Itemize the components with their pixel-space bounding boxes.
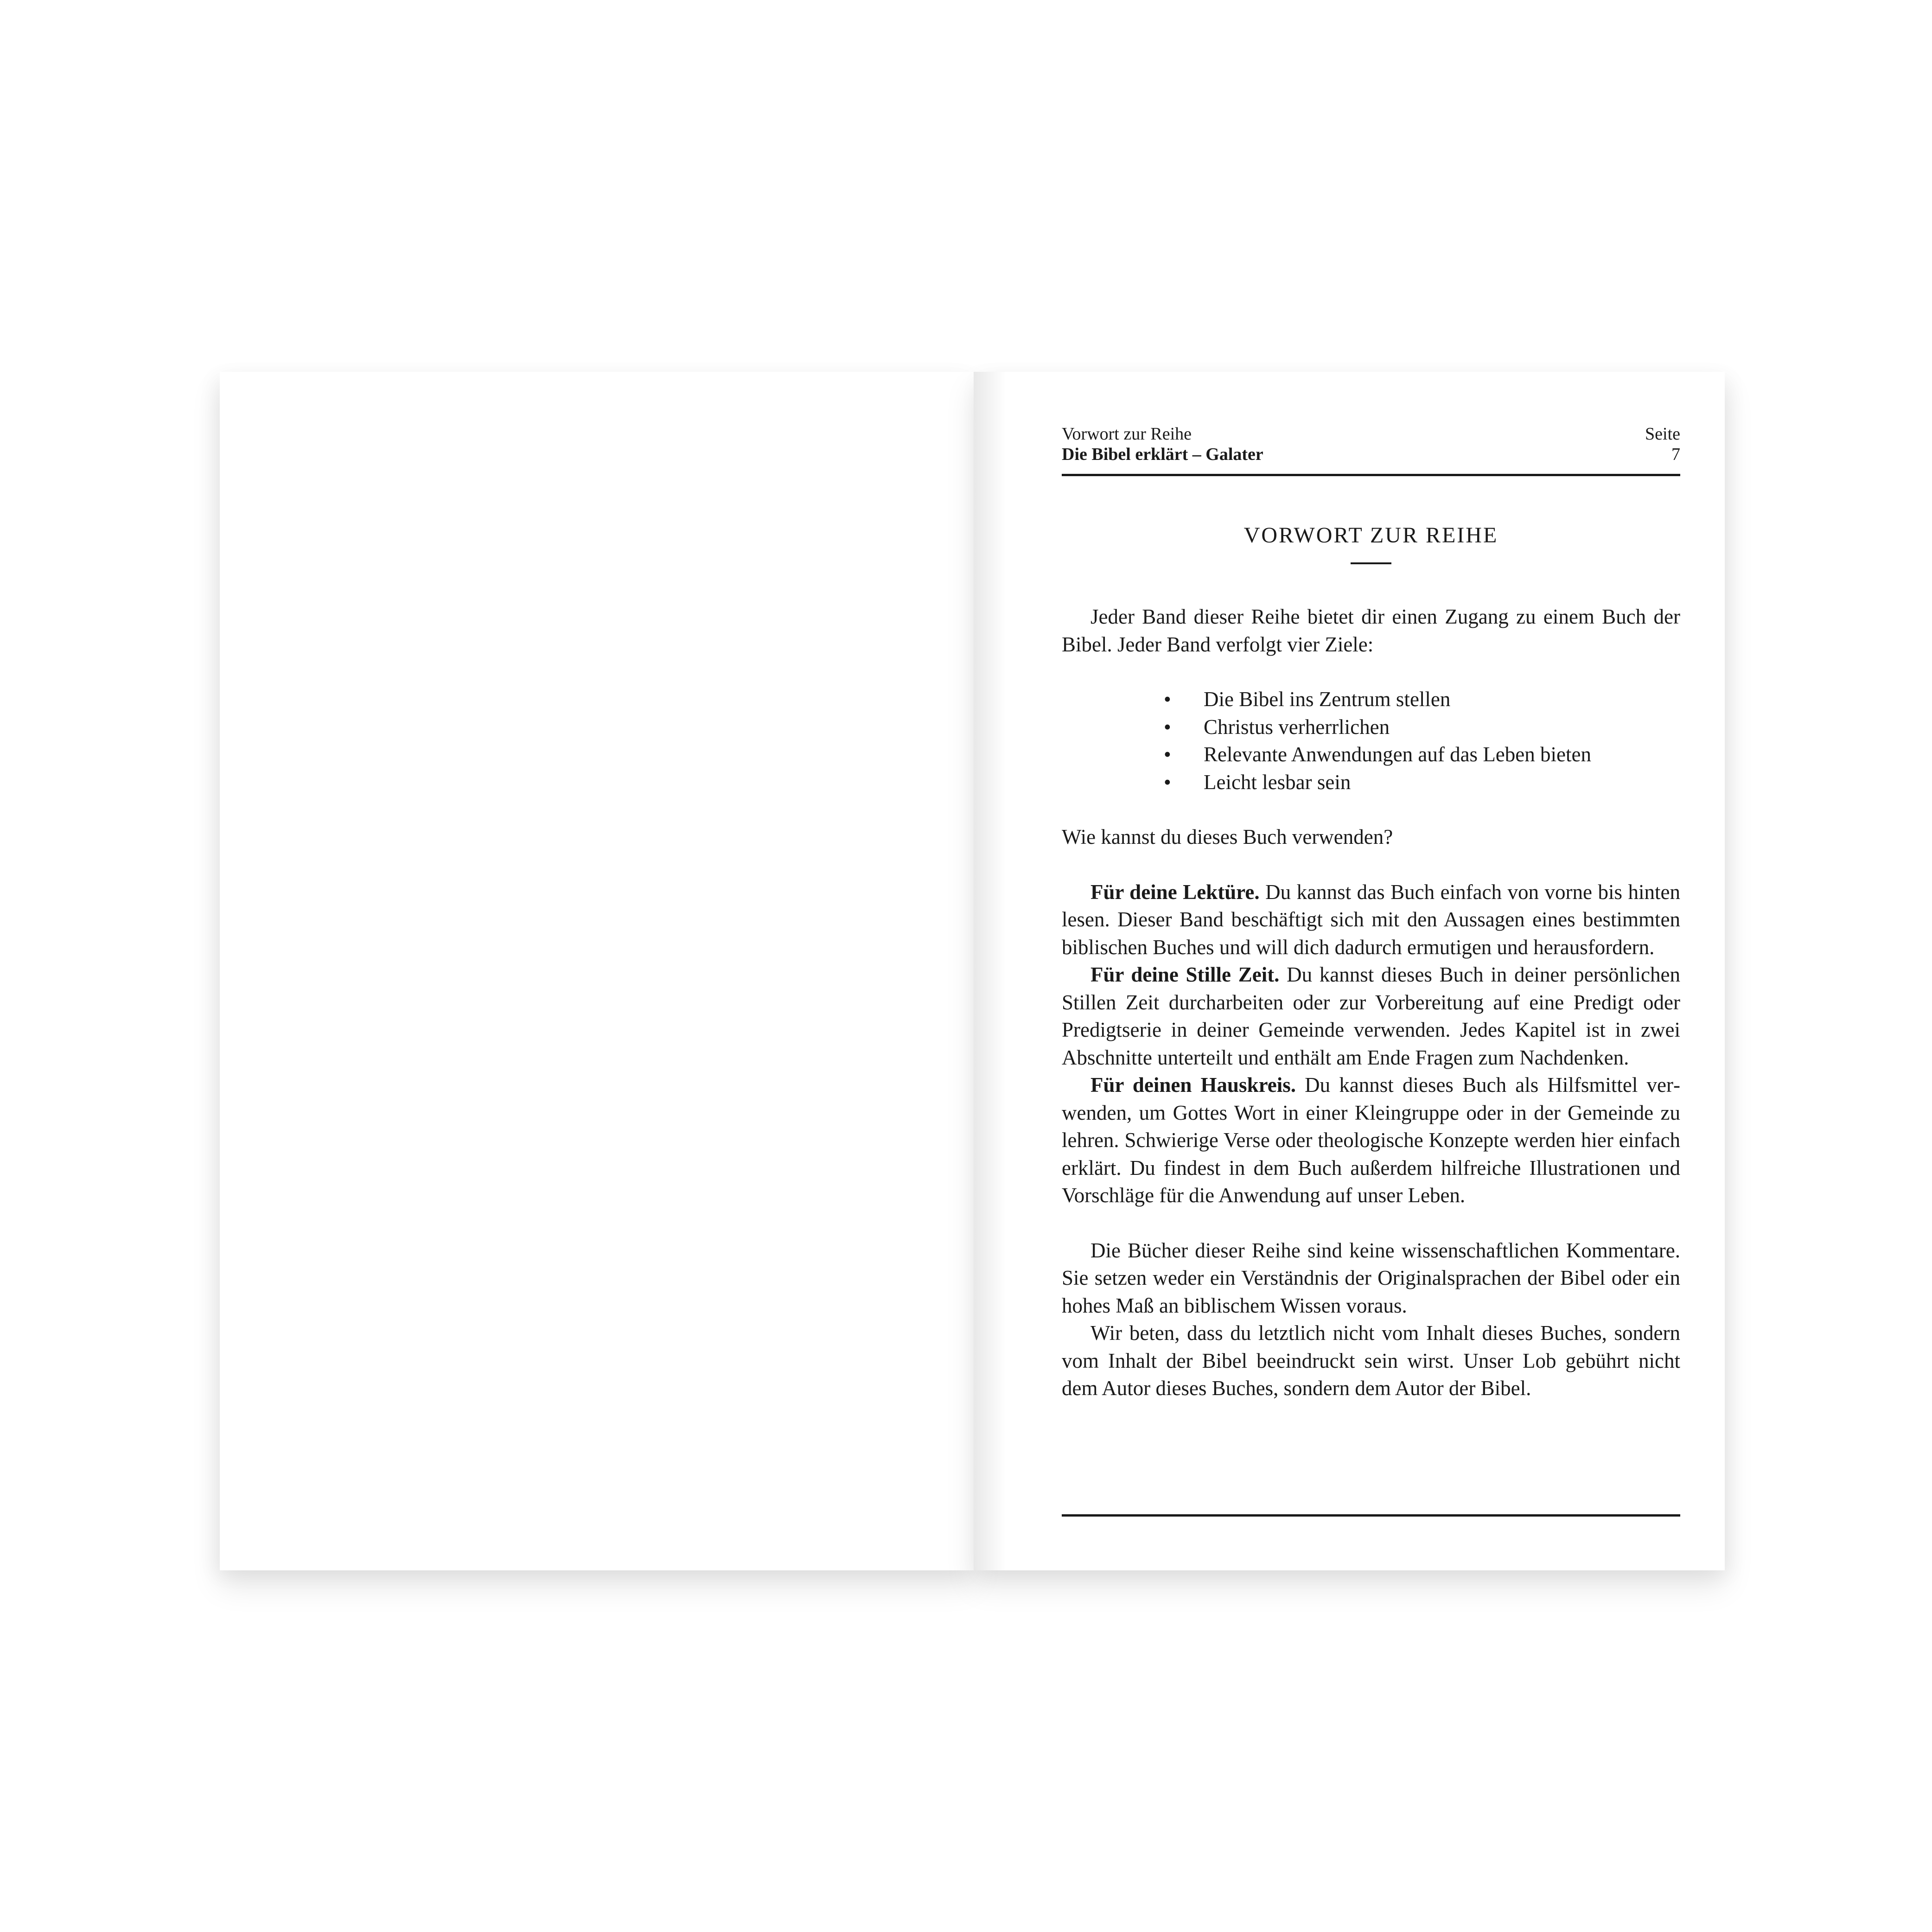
goals-list (1062, 686, 1680, 796)
list-item (1164, 741, 1680, 769)
use-paragraph-quiet-time (1062, 961, 1680, 1071)
use-paragraph-house-group (1062, 1071, 1680, 1210)
page-content (1062, 424, 1680, 1403)
gutter-shadow (974, 372, 1006, 1570)
use-lead: Für deinen Hauskreis. (1090, 1073, 1296, 1097)
closing-paragraph: Die Bücher dieser Reihe sind keine wissenschaftlichen Kommentare. Sie setzen weder ein Verständnis der Originalsprachen der Bibel oder ein hohes Maß an biblischem Wissen voraus. (1062, 1238, 1680, 1317)
bullet-icon: • (1164, 715, 1171, 739)
bullet-icon: • (1164, 688, 1171, 711)
list-item (1164, 769, 1680, 797)
bullet-icon: • (1164, 743, 1171, 766)
header-right (1645, 424, 1680, 465)
use-text: Du kannst das Buch einfach von vorne bis hinten lesen. Dieser Band beschäftigt sich mit den Aussagen eines bestimmten biblischen Buches und will dich dadurch ermutigen und herausfordern. (1062, 880, 1680, 959)
use-lead: Für deine Stille Zeit. (1090, 963, 1280, 986)
header-left (1062, 424, 1263, 465)
goal-text: Die Bibel ins Zentrum stellen (1204, 688, 1451, 711)
running-header (1062, 424, 1680, 476)
bullet-icon: • (1164, 770, 1171, 794)
header-book-title: Die Bibel erklärt – Galater (1062, 445, 1263, 464)
question-paragraph: Wie kannst du dieses Buch verwenden? (1062, 825, 1393, 848)
list-item (1164, 686, 1680, 714)
spacer (1062, 796, 1680, 823)
spacer (1062, 658, 1680, 686)
goal-text: Leicht lesbar sein (1204, 770, 1351, 794)
page-number: 7 (1671, 445, 1680, 464)
intro-paragraph: Jeder Band dieser Reihe bietet dir einen Zugang zu einem Buch der Bibel. Jeder Band verfolgt vier Ziele: (1062, 605, 1680, 656)
chapter-title: VORWORT ZUR REIHE (1243, 523, 1498, 548)
use-paragraph-reading (1062, 879, 1680, 962)
spacer (1062, 851, 1680, 879)
left-page-blank (220, 372, 974, 1570)
use-text: Du kannst dieses Buch als Hilfsmittel verwenden, um Gottes Wort in einer Kleingruppe oder in der Gemeinde zu lehren. Schwierige Verse oder theologische Konzepte werden hier einfach erklärt. Du findest in dem Buch außerdem hilfreiche Illustrationen und Vorschläge für die Anwendung auf unser Leben. (1062, 1073, 1680, 1207)
goal-text: Christus verherrlichen (1204, 715, 1390, 739)
goal-text: Relevante Anwendungen auf das Leben bieten (1204, 743, 1591, 766)
footer-rule (1062, 1514, 1680, 1517)
closing-paragraph: Wir beten, dass du letztlich nicht vom Inhalt dieses Buches, sondern vom Inhalt der Bibel beeindruckt sein wirst. Unser Lob gebührt nicht dem Autor dieses Buches, sondern dem Autor der Bibel. (1062, 1321, 1680, 1400)
body-text (1062, 603, 1680, 1403)
spacer (1062, 1210, 1680, 1237)
list-item (1164, 714, 1680, 741)
title-rule (1351, 562, 1391, 564)
header-page-label: Seite (1645, 424, 1680, 444)
use-text: Du kannst dieses Buch in deiner persönlichen Stillen Zeit durcharbeiten oder zur Vorbereitung auf eine Predigt oder Predigtserie in deiner Gemeinde verwenden. Jedes Kapitel ist in zwei Abschnitte unterteilt und enthält am Ende Fragen zum Nachdenken. (1062, 963, 1680, 1069)
header-section-title: Vorwort zur Reihe (1062, 424, 1192, 444)
use-lead: Für deine Lektüre. (1090, 880, 1260, 904)
right-page (974, 372, 1725, 1570)
